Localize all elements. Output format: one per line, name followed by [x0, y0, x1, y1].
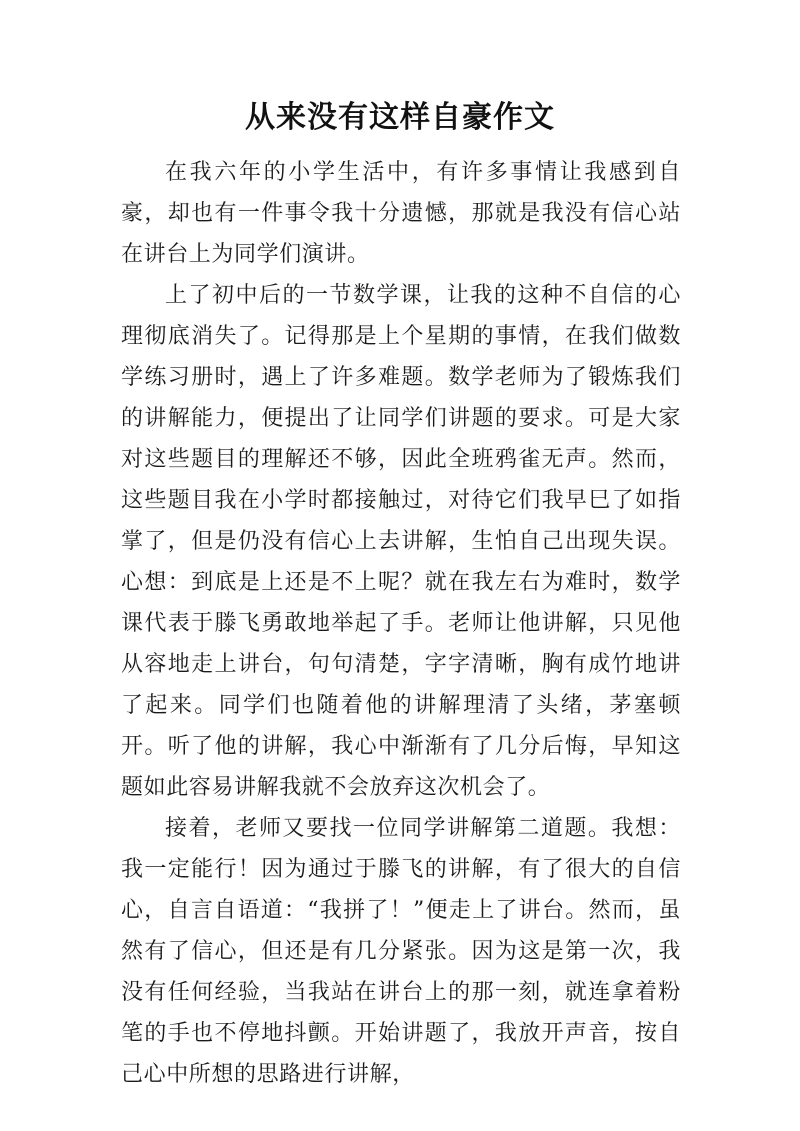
document-title: 从来没有这样自豪作文 — [245, 100, 555, 135]
paragraph-1: 在我六年的小学生活中，有许多事情让我感到自豪，却也有一件事令我十分遗憾，那就是我没有信心站在讲台上为同学们演讲。 — [121, 160, 681, 267]
essay-body — [121, 152, 681, 1095]
paragraph-3: 接着，老师又要找一位同学讲解第二道题。我想：我一定能行！因为通过于滕飞的讲解，有了很大的自信心，自言自语道：“我拼了！”便走上了讲台。然而，虽然有了信心，但还是有几分紧张。因为这是第一次，我没有任何经验，当我站在讲台上的那一刻，就连拿着粉笔的手也不停地抖颤。开始讲题了，我放开声音，按自己心中所想的思路进行讲解， — [121, 816, 681, 1087]
paragraph-2: 上了初中后的一节数学课，让我的这种不自信的心理彻底消失了。记得那是上个星期的事情，在我们做数学练习册时，遇上了许多难题。数学老师为了锻炼我们的讲解能力，便提出了让同学们讲题的要求。可是大家对这些题目的理解还不够，因此全班鸦雀无声。然而，这些题目我在小学时都接触过，对待它们我早巳了如指掌了，但是仍没有信心上去讲解，生怕自己出现失误。心想：到底是上还是不上呢？就在我左右为难时，数学课代表于滕飞勇敢地举起了手。老师让他讲解，只见他从容地走上讲台，句句清楚，字字清晰，胸有成竹地讲了起来。同学们也随着他的讲解理清了头绪，茅塞顿开。听了他的讲解，我心中渐渐有了几分后悔，早知这题如此容易讲解我就不会放弃这次机会了。 — [121, 283, 681, 800]
